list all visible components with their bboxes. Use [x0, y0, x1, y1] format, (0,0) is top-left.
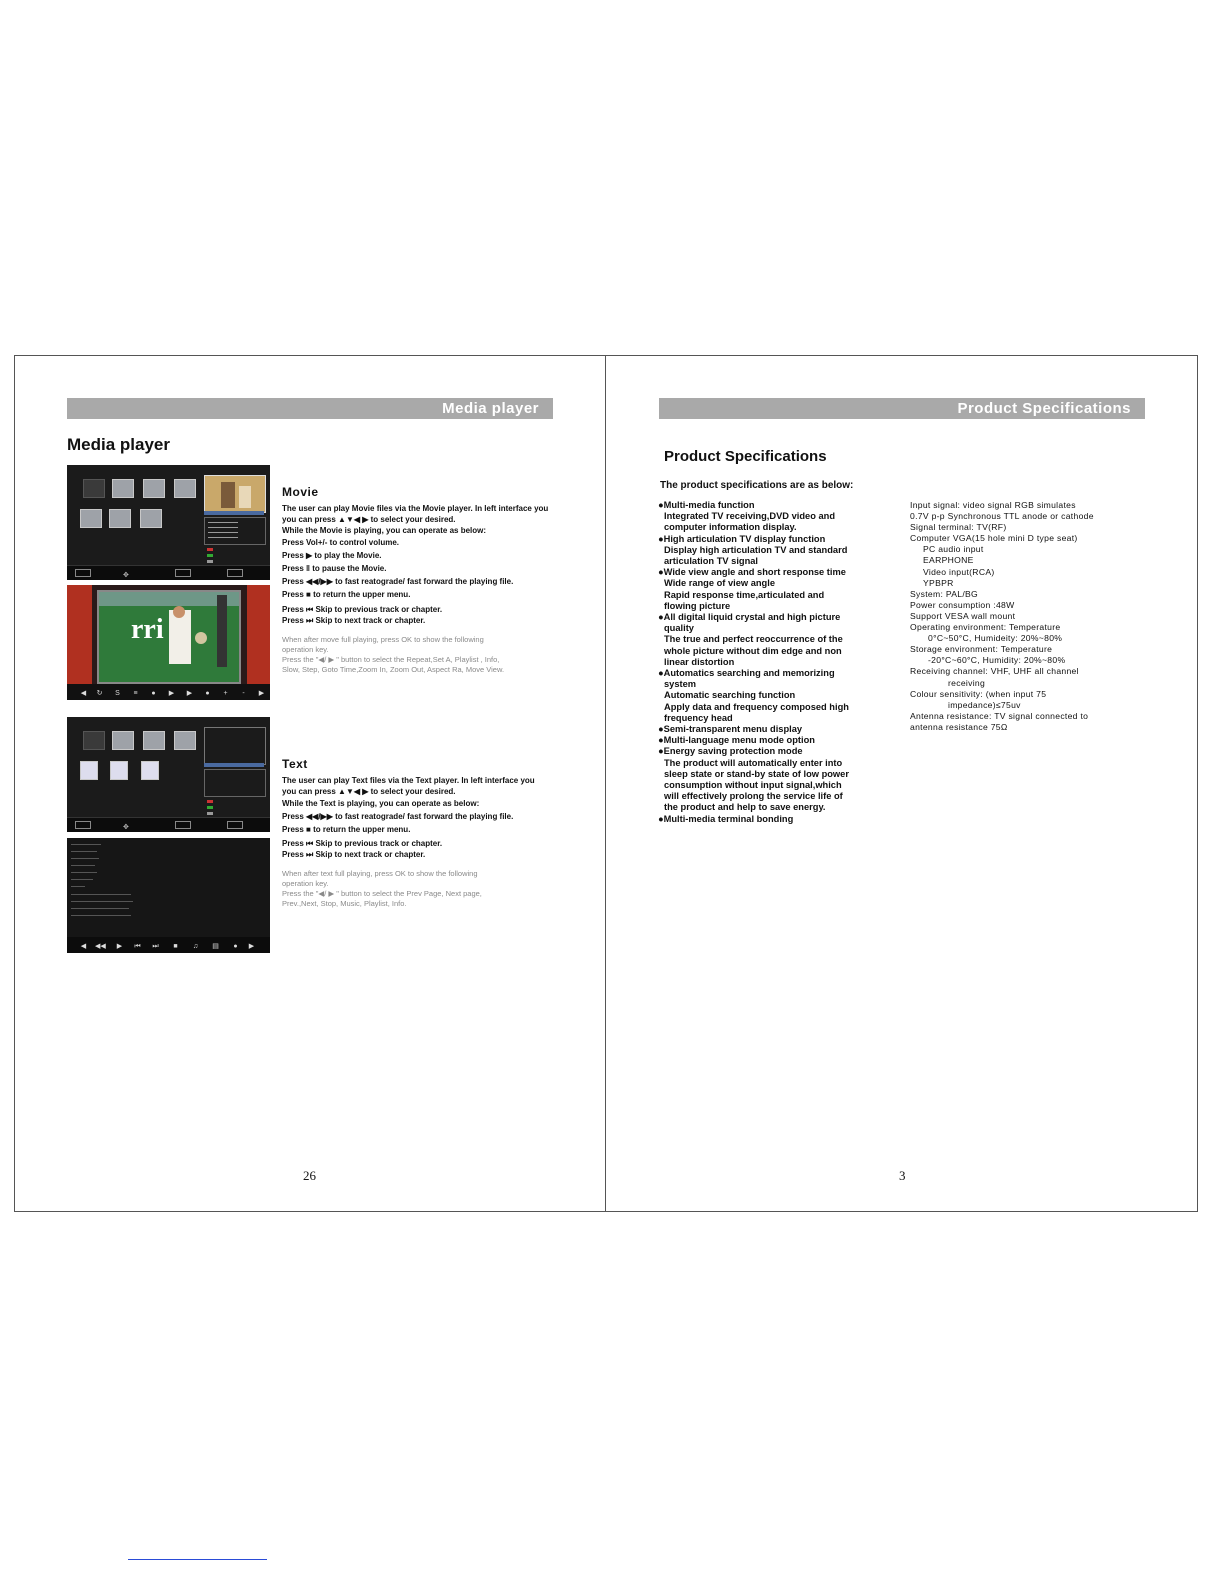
feature-heading — [658, 500, 894, 511]
bullet-icon: ● — [658, 746, 664, 757]
note-line: Prev.,Next, Stop, Music, Playlist, Info. — [282, 899, 407, 909]
music-icon: ♫ — [192, 943, 199, 950]
skip-line: Press ⏮ Skip to previous track or chapter. — [282, 839, 443, 849]
spec-line: 0.7V p-p Synchronous TTL anode or cathode — [910, 511, 1094, 522]
status-button — [227, 821, 243, 829]
text-playing-screenshot — [67, 838, 270, 953]
feature-text: All digital liquid crystal and high picture — [663, 612, 841, 623]
spec-line: YPBPR — [923, 577, 954, 588]
feature-detail — [664, 511, 894, 522]
movie-file-thumb-icon — [80, 509, 102, 528]
instruction-line: Press ■ to return the upper menu. — [282, 590, 411, 600]
movie-control-bar — [67, 684, 270, 700]
skip-line: Press ⏭ Skip to next track or chapter. — [282, 850, 426, 860]
goto-time-icon: ● — [205, 690, 210, 697]
instruction-line: Press Vol+/- to control volume. — [282, 537, 399, 547]
text-file-thumb-icon — [141, 761, 159, 780]
file-info-panel — [204, 769, 266, 797]
footer-link-underline — [128, 1559, 267, 1560]
instruction-line: The user can play Text files via the Text player. In left interface you — [282, 776, 535, 785]
spec-line: Storage environment: Temperature — [910, 644, 1053, 655]
text-file-thumb-icon — [110, 761, 128, 780]
feature-text: linear distortion — [664, 656, 735, 667]
red-key-icon — [207, 800, 213, 803]
feature-detail — [664, 679, 894, 690]
folder-thumb-icon — [143, 731, 165, 750]
note-line: Press the "◀/ ▶ " button to select the Prev Page, Next page, — [282, 889, 482, 899]
prev-page-icon: ◀◀ — [95, 943, 106, 950]
yellow-key-icon — [207, 812, 213, 815]
feature-text: Wide range of view angle — [664, 578, 775, 589]
spec-line: System: PAL/BG — [910, 588, 979, 599]
feature-text: articulation TV signal — [664, 556, 759, 567]
movie-playing-screenshot — [67, 585, 270, 700]
feature-heading — [658, 533, 894, 545]
spec-line: PC audio input — [923, 544, 984, 555]
text-instructions — [282, 775, 567, 909]
file-info-panel — [204, 517, 266, 545]
feature-detail — [664, 545, 894, 556]
feature-detail — [664, 802, 894, 813]
feature-text: Automatic searching function — [664, 690, 796, 701]
text-control-bar — [67, 937, 270, 953]
spec-line: Signal terminal: TV(RF) — [910, 522, 1007, 533]
right-page-title: Product Specifications — [664, 448, 827, 465]
feature-text: Energy saving protection mode — [663, 746, 803, 757]
spec-line: 0°C~50°C, Humideity: 20%~80% — [928, 633, 1063, 644]
feature-text: Integrated TV receiving,DVD video and — [664, 511, 835, 522]
info-icon: ● — [151, 690, 156, 697]
spec-line: impedance)≤75uv — [948, 699, 1021, 710]
text-browser-status-bar — [67, 817, 270, 832]
status-button — [75, 821, 91, 829]
slow-icon: ▶ — [168, 690, 175, 697]
movie-file-thumb-icon — [109, 509, 131, 528]
spec-line: -20°C~60°C, Humidity: 20%~80% — [928, 655, 1066, 666]
instruction-line: The user can play Movie files via the Movie player. In left interface you — [282, 504, 549, 513]
spec-line: Power consumption :48W — [910, 599, 1015, 610]
feature-detail — [664, 791, 894, 802]
feature-detail — [664, 713, 894, 724]
note-line: operation key. — [282, 645, 329, 655]
prev-arrow-icon: ◀ — [80, 943, 87, 950]
feature-detail — [664, 556, 894, 567]
feature-detail — [664, 578, 894, 589]
prev-track-icon: ⏮ — [134, 943, 141, 950]
tennis-video-frame: rri — [97, 590, 241, 684]
feature-text: Semi-transparent menu display — [663, 724, 803, 735]
spec-line: receiving — [948, 677, 986, 688]
feature-text: consumption without input signal,which — [664, 780, 842, 791]
right-page-number: 3 — [899, 1168, 906, 1183]
instruction-line: While the Movie is playing, you can operate as below: — [282, 526, 487, 536]
movie-file-thumb-icon — [140, 509, 162, 528]
feature-detail — [664, 590, 894, 601]
spec-list — [910, 500, 1140, 733]
feature-text: Apply data and frequency composed high — [664, 701, 849, 712]
status-button — [175, 569, 191, 577]
feature-text: quality — [664, 623, 694, 634]
instruction-line: Press ◀◀/▶▶ to fast reatograde/ fast forward the playing file. — [282, 577, 514, 587]
feature-text: Multi-language menu mode option — [663, 735, 815, 746]
spec-line: Support VESA wall mount — [910, 610, 1016, 621]
feature-detail — [664, 702, 894, 713]
instruction-line: Press ◀◀/▶▶ to fast reatograde/ fast forward the playing file. — [282, 811, 514, 821]
set-a-icon: S — [115, 690, 120, 697]
bullet-icon: ● — [658, 724, 664, 735]
spec-line: Computer VGA(15 hole mini D type seat) — [910, 533, 1078, 544]
feature-text: will effectively prolong the service life of — [664, 791, 843, 802]
feature-heading — [658, 567, 894, 578]
spec-line: EARPHONE — [923, 555, 974, 566]
feature-heading — [658, 612, 894, 623]
feature-text: The true and perfect reoccurrence of the — [664, 634, 843, 645]
folder-thumb-icon — [112, 731, 134, 750]
note-line: Press the "◀/ ▶ " button to select the Repeat,Set A, Playlist , Info, — [282, 655, 500, 665]
feature-text: Multi-media terminal bonding — [663, 813, 794, 824]
feature-heading — [658, 724, 894, 735]
playlist-icon: ▤ — [212, 943, 219, 950]
feature-detail — [664, 634, 894, 645]
feature-text: Rapid response time,articulated and — [664, 589, 825, 600]
left-page-number: 26 — [303, 1168, 316, 1183]
feature-detail — [664, 690, 894, 701]
feature-detail — [664, 601, 894, 612]
spec-line: Input signal: video signal RGB simulates — [910, 500, 1076, 510]
feature-heading — [658, 668, 894, 679]
playlist-icon: ≡ — [133, 690, 138, 697]
side-menu-strip — [217, 595, 227, 667]
back-folder-icon — [83, 731, 105, 750]
skip-line: Press ⏮ Skip to previous track or chapter. — [282, 604, 443, 614]
status-button — [175, 821, 191, 829]
movie-instructions — [282, 503, 567, 675]
spec-intro: The product specifications are as below: — [660, 480, 854, 491]
status-button — [227, 569, 243, 577]
folder-thumb-icon — [143, 479, 165, 498]
zoom-in-icon: + — [223, 690, 228, 697]
preview-title-bar — [204, 511, 264, 515]
text-preview-panel — [204, 727, 266, 765]
green-key-icon — [207, 554, 213, 557]
spec-line: Video input(RCA) — [923, 566, 995, 577]
bullet-icon: ● — [658, 735, 664, 746]
left-page-title: Media player — [67, 435, 170, 454]
note-line: When after move full playing, press OK to show the following — [282, 635, 484, 645]
instruction-line: you can press ▲▼◀ ▶ to select your desired. — [282, 515, 456, 525]
yellow-key-icon — [207, 560, 213, 563]
feature-text: whole picture without dim edge and non — [664, 645, 842, 656]
note-line: Slow, Step, Goto Time,Zoom In, Zoom Out, Aspect Ra, Move View. — [282, 665, 505, 675]
movie-preview-image — [204, 475, 266, 513]
bullet-icon: ● — [658, 612, 664, 623]
feature-detail — [664, 623, 894, 634]
instruction-line: Press ▶ to play the Movie. — [282, 550, 382, 560]
feature-text: system — [664, 679, 697, 690]
feature-detail — [664, 758, 894, 769]
back-folder-icon — [83, 479, 105, 498]
text-heading: Text — [282, 757, 308, 771]
feature-detail — [664, 657, 894, 668]
spec-line: antenna resistance 75Ω — [910, 721, 1008, 732]
next-arrow-icon: ▶ — [258, 690, 265, 697]
text-file-thumb-icon — [80, 761, 98, 780]
bullet-icon: ● — [658, 668, 664, 679]
note-line: When after text full playing, press OK to show the following — [282, 869, 478, 879]
left-banner: Media player — [67, 398, 553, 419]
feature-text: The product will automatically enter into — [664, 757, 843, 768]
right-banner: Product Specifications — [659, 398, 1145, 419]
feature-text: High articulation TV display function — [663, 533, 826, 544]
feature-heading — [658, 813, 894, 825]
feature-text: Automatics searching and memorizing — [663, 668, 835, 679]
spec-line: Antenna resistance: TV signal connected to — [910, 710, 1089, 721]
bullet-icon: ● — [658, 533, 664, 544]
instruction-line: you can press ▲▼◀ ▶ to select your desired. — [282, 787, 456, 797]
spec-line: Operating environment: Temperature — [910, 622, 1061, 633]
status-button — [75, 569, 91, 577]
green-key-icon — [207, 806, 213, 809]
skip-line: Press ⏭ Skip to next track or chapter. — [282, 615, 426, 625]
instruction-line: Press ‖ to pause the Movie. — [282, 564, 387, 574]
red-key-icon — [207, 548, 213, 551]
info-icon: ● — [233, 943, 238, 950]
move-icon: ✥ — [123, 572, 129, 579]
next-arrow-icon: ▶ — [248, 943, 255, 950]
feature-text: flowing picture — [664, 600, 731, 611]
page-divider — [605, 355, 606, 1212]
spec-line: Colour sensitivity: (when input 75 — [910, 688, 1047, 699]
next-page-icon: ▶ — [116, 943, 123, 950]
step-icon: ▶ — [186, 690, 193, 697]
feature-text: sleep state or stand-by state of low power — [664, 768, 849, 779]
feature-detail — [664, 780, 894, 791]
text-browser-screenshot — [67, 717, 270, 832]
feature-text: frequency head — [664, 712, 733, 723]
stop-icon: ■ — [173, 943, 178, 950]
instruction-line: While the Text is playing, you can operate as below: — [282, 799, 480, 809]
feature-detail — [664, 769, 894, 780]
feature-text: Display high articulation TV and standard — [664, 544, 848, 555]
folder-thumb-icon — [174, 731, 196, 750]
movie-browser-status-bar — [67, 565, 270, 580]
preview-title-bar — [204, 763, 264, 767]
spec-line: Receiving channel: VHF, UHF all channel — [910, 666, 1079, 677]
movie-heading: Movie — [282, 485, 319, 499]
folder-thumb-icon — [112, 479, 134, 498]
feature-list — [658, 500, 894, 825]
feature-detail — [664, 646, 894, 657]
feature-heading — [658, 746, 894, 757]
feature-text: computer information display. — [664, 522, 797, 533]
instruction-line: Press ■ to return the upper menu. — [282, 824, 411, 834]
zoom-out-icon: - — [242, 690, 245, 697]
feature-text: the product and help to save energy. — [664, 802, 826, 813]
move-icon: ✥ — [123, 824, 129, 831]
feature-text: Wide view angle and short response time — [663, 567, 846, 578]
bullet-icon: ● — [658, 567, 664, 578]
prev-arrow-icon: ◀ — [80, 690, 87, 697]
folder-thumb-icon — [174, 479, 196, 498]
next-track-icon: ⏭ — [152, 943, 159, 950]
feature-detail — [664, 522, 894, 533]
feature-text: Multi-media function — [663, 500, 755, 510]
repeat-icon: ↻ — [96, 690, 103, 697]
bullet-icon: ● — [658, 500, 664, 510]
note-line: operation key. — [282, 879, 329, 889]
feature-heading — [658, 735, 894, 746]
movie-browser-screenshot — [67, 465, 270, 580]
bullet-icon: ● — [658, 813, 664, 824]
